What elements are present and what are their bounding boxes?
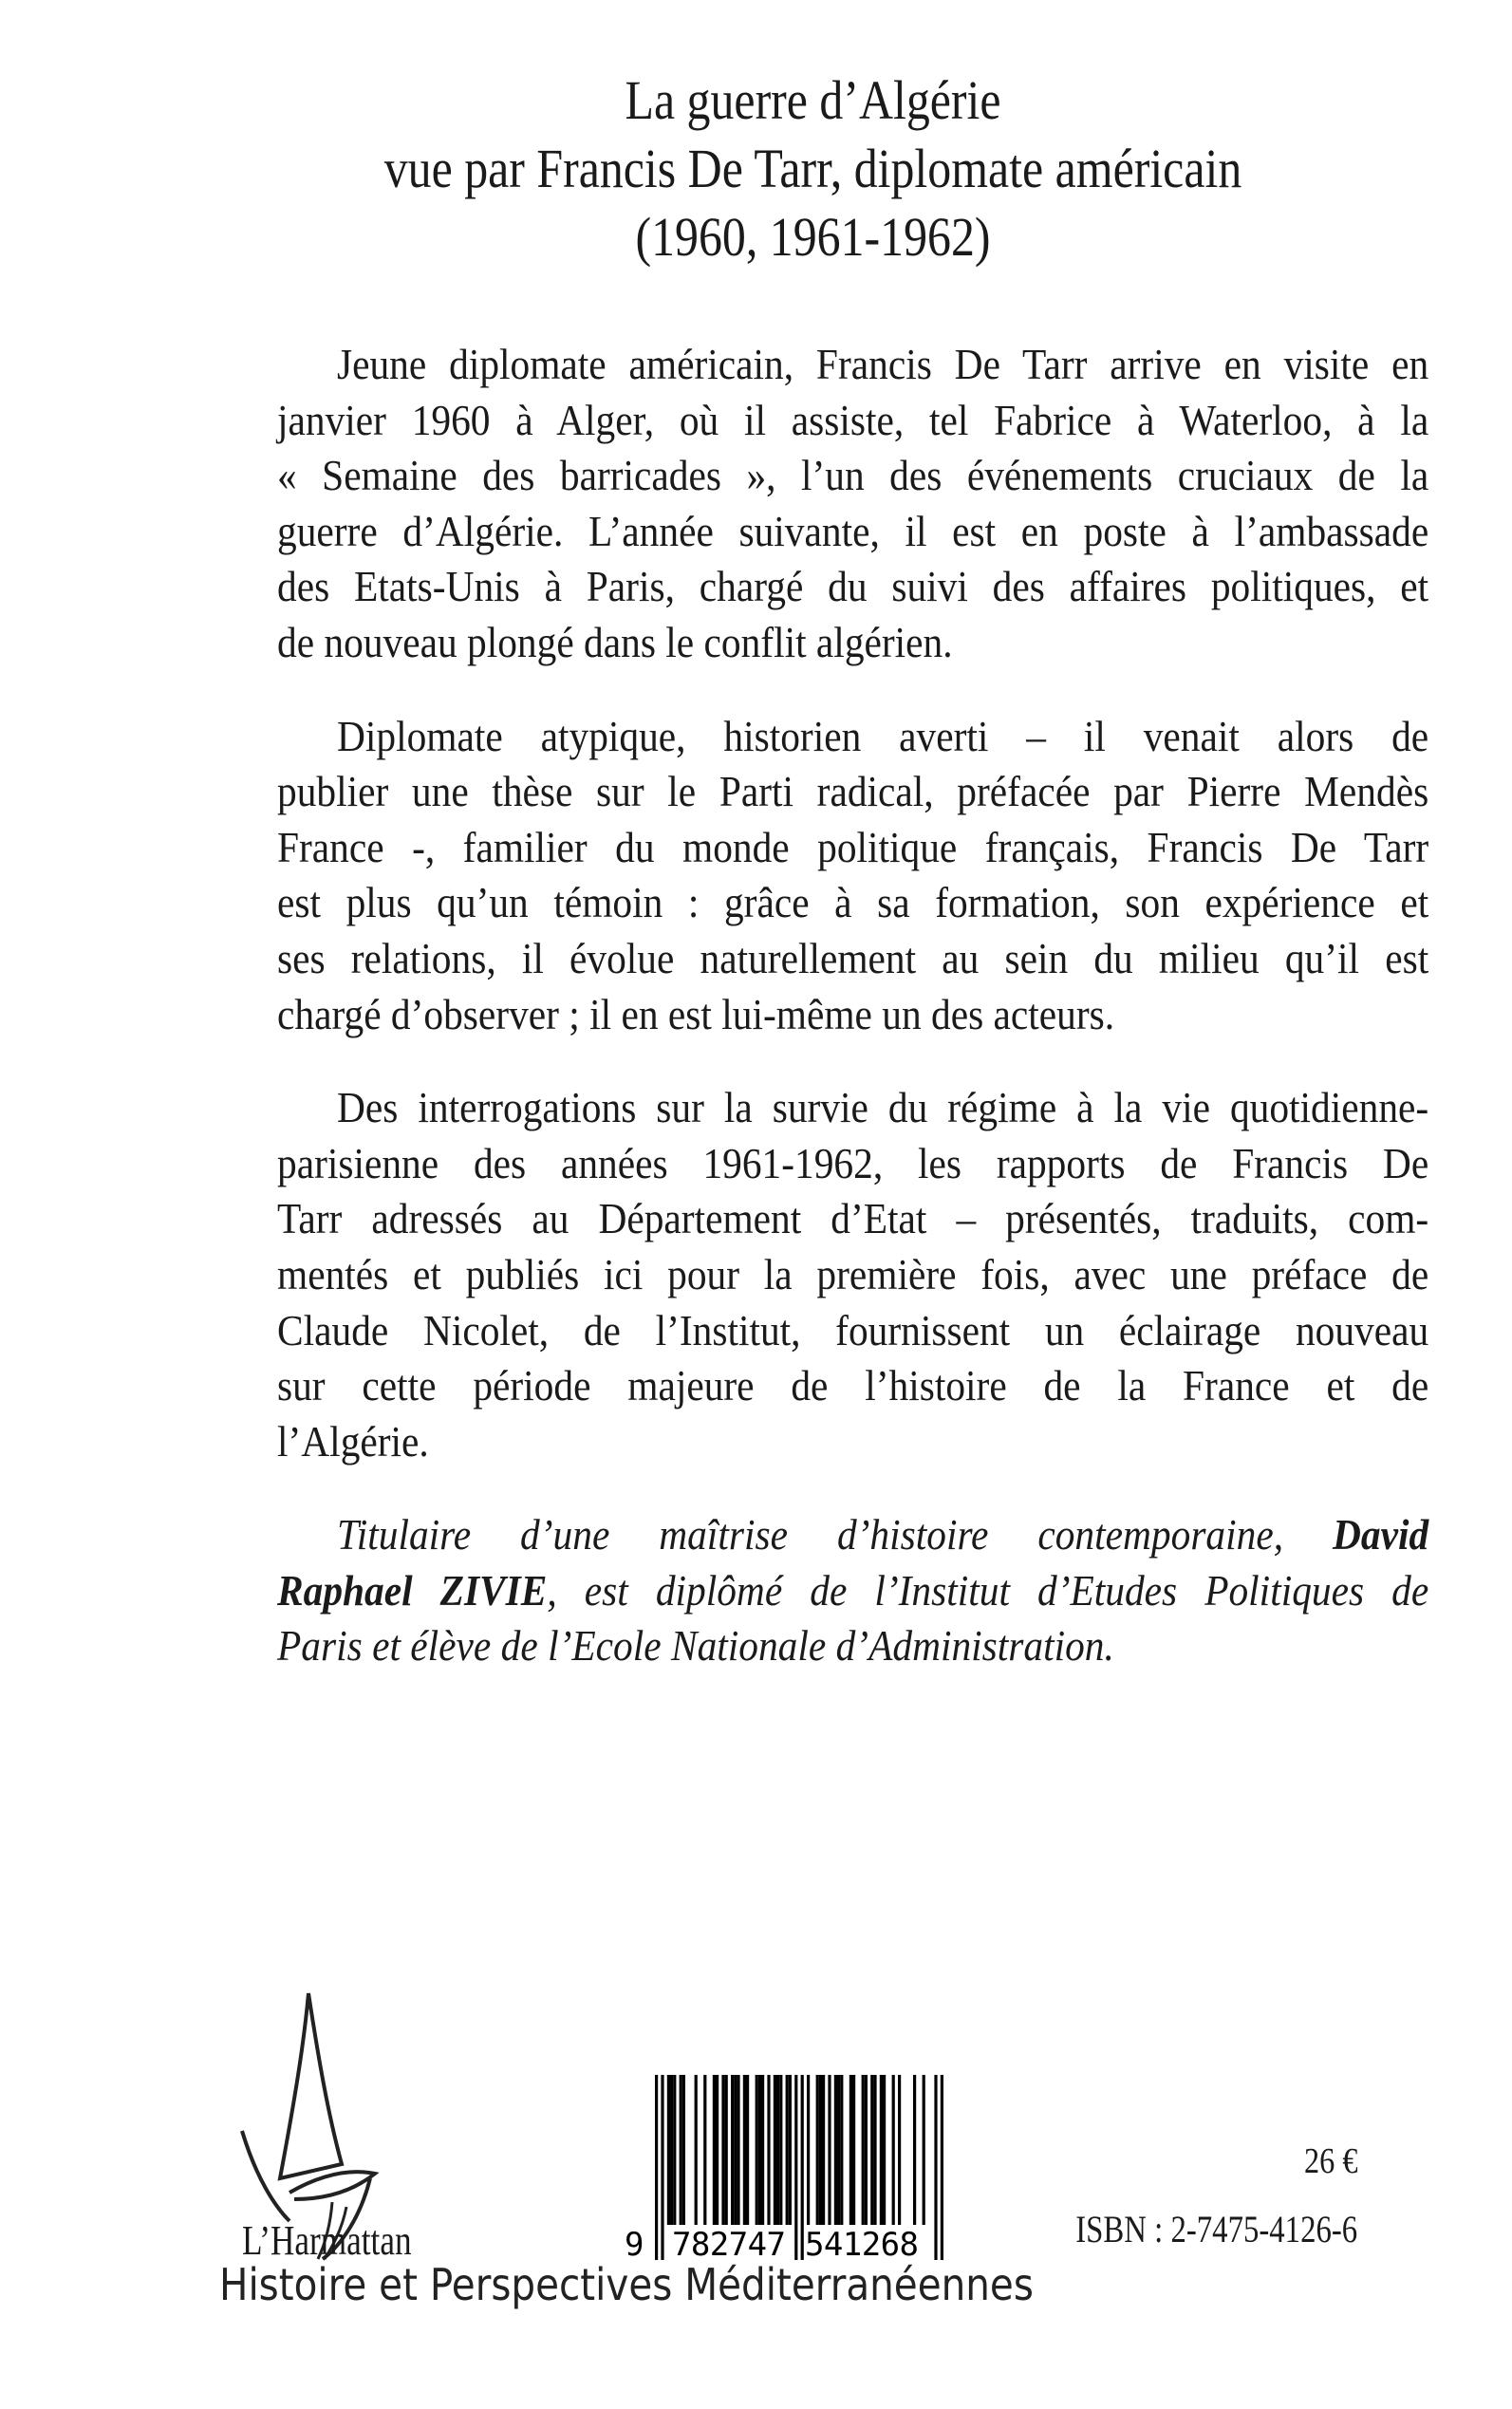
book-title (0, 66, 1512, 271)
title-line: vue par Francis De Tarr, diplomate américain (383, 138, 1242, 199)
barcode-bar (941, 2075, 943, 2260)
barcode-bar (667, 2075, 670, 2225)
barcode-digits-left: 782747 (672, 2226, 786, 2260)
barcode-bar (737, 2075, 739, 2225)
barcode-bar (816, 2075, 819, 2225)
barcode-bar (794, 2075, 797, 2260)
text-line: Claude Nicolet, de l’Institut, fournissent un éclairage nouveau (277, 1305, 1429, 1354)
barcode-bar (776, 2075, 779, 2225)
barcode-bar (721, 2075, 724, 2225)
barcode-bar (880, 2075, 883, 2225)
text-line: mentés et publiés ici pour la première fois, avec une préface de (277, 1249, 1429, 1298)
title-line: (1960, 1961-1962) (635, 206, 991, 268)
author-bio (277, 1507, 1428, 1674)
barcode-bar (865, 2075, 868, 2225)
series-name: Histoire et Perspectives Méditerranéennes (219, 2259, 1034, 2310)
barcode-bar (883, 2075, 886, 2225)
barcode-bar (786, 2075, 789, 2225)
barcode-bar (840, 2075, 843, 2225)
barcode-bar (892, 2075, 895, 2225)
barcode-bar (849, 2075, 852, 2225)
barcode-bar (761, 2075, 764, 2225)
barcode-bar (682, 2075, 685, 2225)
isbn-barcode (617, 2075, 959, 2260)
barcode-bar (852, 2075, 855, 2225)
title-line: La guerre d’Algérie (625, 69, 1001, 131)
publisher-logo-text: L’Harmattan (242, 2217, 412, 2264)
text-line: France -, familier du monde politique français, Francis De Tarr (277, 822, 1429, 871)
barcode-bar (670, 2075, 673, 2225)
text-line: parisienne des années 1961-1962, les rapports de Francis De (277, 1138, 1429, 1187)
text-line: « Semaine des barricades », l’un des événements cruciaux de la (277, 451, 1429, 500)
barcode-bar (822, 2075, 825, 2225)
text-line: publier une thèse sur le Parti radical, préfacée par Pierre Mendès (277, 767, 1429, 816)
barcode-bar (661, 2075, 663, 2260)
barcode-bar (779, 2075, 782, 2225)
text-line: Jeune diplomate américain, Francis De Tarr arrive en visite en (337, 340, 1429, 388)
barcode-bar (837, 2075, 840, 2225)
barcode-bar (713, 2075, 716, 2225)
barcode-bar (756, 2075, 758, 2225)
barcode-bar (695, 2075, 698, 2225)
text-line: janvier 1960 à Alger, où il assiste, tel Fabrice à Waterloo, à la (277, 395, 1429, 444)
barcode-bar (725, 2075, 728, 2225)
bio-text: , est diplômé de l’Institut d’Etudes Politiques de (547, 1565, 1429, 1615)
back-cover-text (277, 337, 1428, 1712)
barcode-bar (834, 2075, 837, 2225)
author-name: David (1333, 1510, 1429, 1559)
text-line: l’Algérie. (277, 1416, 429, 1466)
text-line: Diplomate atypique, historien averti – il venait alors de (337, 711, 1429, 760)
text-line: ses relations, il évolue naturellement au sein du milieu qu’il est (277, 933, 1429, 982)
barcode-bar (870, 2075, 873, 2225)
bio-line: Paris et élève de l’Ecole Nationale d’Administration. (277, 1621, 1114, 1671)
paragraph-reports (277, 1080, 1428, 1469)
barcode-bar (923, 2075, 925, 2225)
barcode-digit-first: 9 (625, 2226, 644, 2260)
isbn: ISBN : 2-7475-4126-6 (1074, 2208, 1357, 2250)
text-line: des Etats-Unis à Paris, chargé du suivi des affaires politiques, et (277, 562, 1429, 611)
barcode-bar (680, 2075, 682, 2225)
barcode-bar (673, 2075, 676, 2225)
barcode-bar (716, 2075, 719, 2225)
barcode-bar (801, 2075, 804, 2260)
paragraph-summary (277, 337, 1428, 671)
barcode-bar (789, 2075, 792, 2225)
text-line: guerre d’Algérie. L’année suivante, il est en poste à l’ambassade (277, 506, 1429, 555)
text-line: Tarr adressés au Département d’Etat – présentés, traduits, com- (277, 1194, 1429, 1243)
barcode-bar (703, 2075, 706, 2225)
bio-line (277, 1563, 1428, 1619)
barcode-bar (819, 2075, 822, 2225)
text-line: de nouveau plongé dans le conflit algérien. (277, 617, 953, 666)
paragraph-diplomat (277, 709, 1428, 1043)
barcode-bar (898, 2075, 901, 2225)
barcode-bar (873, 2075, 876, 2225)
text-line: Des interrogations sur la survie du régime à la vie quotidienne- (337, 1083, 1429, 1132)
text-line: chargé d’observer ; il en est lui-même un des acteurs. (277, 989, 1115, 1038)
barcode-bar (655, 2075, 658, 2260)
barcode-bar (913, 2075, 916, 2225)
barcode-bar (746, 2075, 749, 2225)
barcode-bar (743, 2075, 746, 2225)
text-line: sur cette période majeure de l’histoire de la France et de (277, 1361, 1429, 1410)
price: 26 € (1303, 2141, 1357, 2181)
barcode-bar (731, 2075, 734, 2225)
barcode-bar (767, 2075, 770, 2225)
barcode-digits-right: 541268 (805, 2226, 919, 2260)
barcode-bar (934, 2075, 937, 2260)
barcode-bar (828, 2075, 831, 2225)
author-name: Raphael ZIVIE (277, 1565, 548, 1615)
bio-text: Titulaire d’une maîtrise d’histoire contemporaine, (337, 1510, 1334, 1559)
bio-line (277, 1507, 1428, 1563)
barcode-bar (862, 2075, 865, 2225)
barcode-bar (774, 2075, 776, 2225)
barcode-bar (734, 2075, 737, 2225)
text-line: est plus qu’un témoin : grâce à sa formation, son expérience et (277, 878, 1429, 927)
barcode-bar (758, 2075, 761, 2225)
barcode-bar (807, 2075, 810, 2225)
